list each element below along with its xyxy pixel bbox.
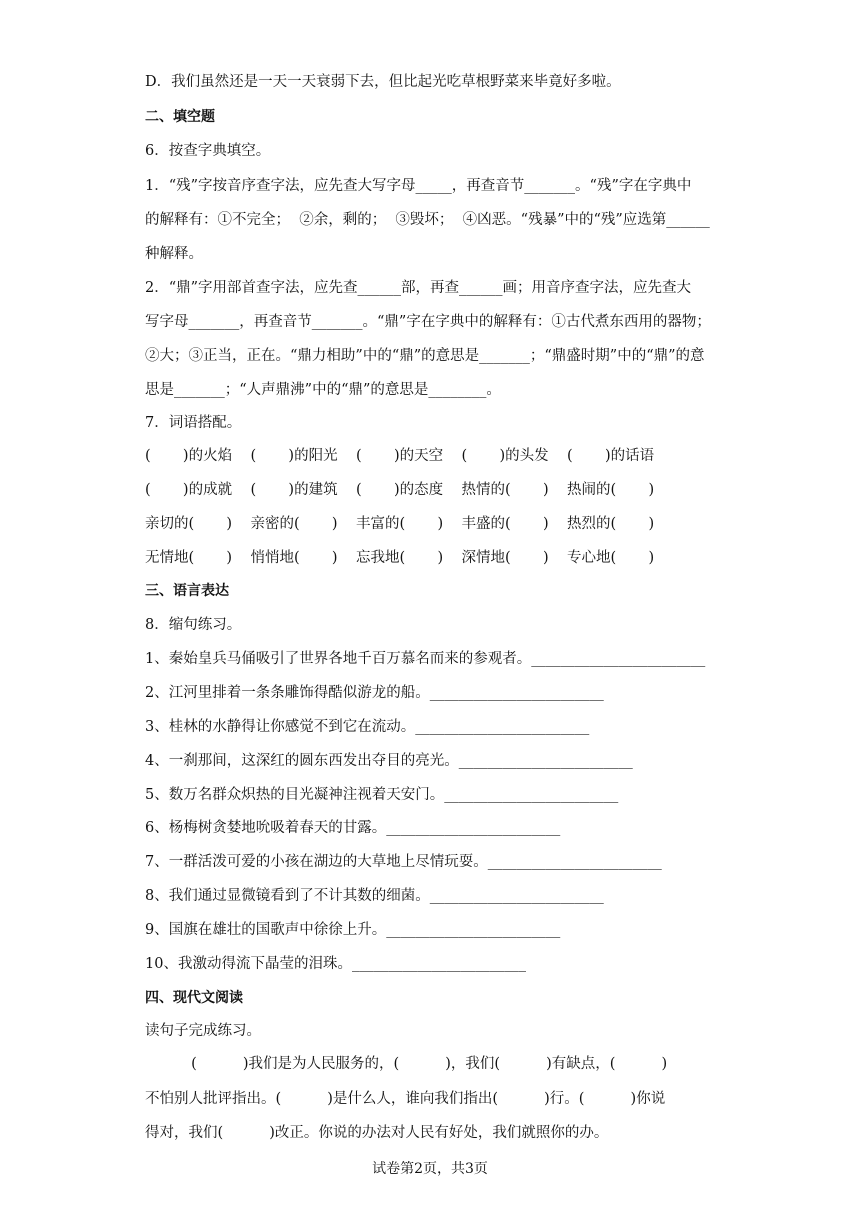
q7-row1: ( )的火焰 ( )的阳光 ( )的天空 ( )的头发 ( )的话语: [145, 448, 655, 464]
question-6: 6．按查字典填空。: [145, 143, 271, 159]
passage-line1: ( )我们是为人民服务的，( )，我们( )有缺点，( ): [145, 1056, 668, 1072]
passage-line2: 不怕别人批评指出。( )是什么人，谁向我们指出( )行。( )你说: [145, 1091, 666, 1107]
q6-2-line3: ②大；③正当，正在。“鼎力相助”中的“鼎”的意思是_______；“鼎盛时期”中的“鼎”的意: [145, 348, 705, 364]
q6-1-line3: 种解释。: [145, 246, 203, 262]
q6-2-line4: 思是_______；“人声鼎沸”中的“鼎”的意思是________。: [145, 382, 501, 398]
q8-item-1: 1、秦始皇兵马俑吸引了世界各地千百万慕名而来的参观者。________________________: [145, 651, 706, 667]
q8-item-5: 5、数万名群众炽热的目光凝神注视着天安门。________________________: [145, 787, 619, 803]
q8-item-4: 4、一刹那间，这深红的圆东西发出夺目的亮光。________________________: [145, 753, 633, 769]
question-7: 7．词语搭配。: [145, 415, 242, 431]
reading-instruction: 读句子完成练习。: [145, 1023, 261, 1039]
q8-item-2: 2、江河里排着一条条雕饰得酷似游龙的船。________________________: [145, 685, 604, 701]
q8-item-8: 8、我们通过显微镜看到了不计其数的细菌。________________________: [145, 888, 604, 904]
q6-1-line2: 的解释有：①不完全； ②余，剩的； ③毁坏； ④凶恶。“残暴”中的“残”应选第______: [145, 212, 710, 228]
q7-row3: 亲切的( ) 亲密的( ) 丰富的( ) 丰盛的( ) 热烈的( ): [145, 516, 655, 532]
q7-row4: 无情地( ) 悄悄地( ) 忘我地( ) 深情地( ) 专心地( ): [145, 550, 655, 566]
q8-item-9: 9、国旗在雄壮的国歌声中徐徐上升。________________________: [145, 922, 561, 938]
section-4-heading: 四、现代文阅读: [145, 990, 243, 1006]
q8-item-7: 7、一群活泼可爱的小孩在湖边的大草地上尽情玩耍。________________________: [145, 854, 662, 870]
question-8: 8．缩句练习。: [145, 617, 242, 633]
q8-item-3: 3、桂林的水静得让你感觉不到它在流动。________________________: [145, 719, 590, 735]
q6-2-line1: 2．“鼎”字用部首查字法，应先查______部，再查______画；用音序查字法，应先查大: [145, 280, 692, 296]
q8-item-6: 6、杨梅树贪婪地吮吸着春天的甘露。________________________: [145, 820, 561, 836]
q6-1-line1: 1．“残”字按音序查字法，应先查大写字母_____，再查音节_______。“残”字在字典中: [145, 178, 692, 194]
q8-item-10: 10、我激动得流下晶莹的泪珠。________________________: [145, 956, 526, 972]
option-d: D．我们虽然还是一天一天衰弱下去，但比起光吃草根野菜来毕竟好多啦。: [145, 74, 621, 90]
page-footer: 试卷第2页，共3页: [372, 1161, 488, 1177]
passage-line3: 得对，我们( )改正。你说的办法对人民有好处，我们就照你的办。: [145, 1125, 609, 1141]
section-2-heading: 二、填空题: [145, 109, 215, 125]
q7-row2: ( )的成就 ( )的建筑 ( )的态度 热情的( ) 热闹的( ): [145, 482, 655, 498]
q6-2-line2: 写字母_______，再查音节_______。“鼎”字在字典中的解释有：①古代煮东西用的器物；: [145, 314, 711, 330]
section-3-heading: 三、语言表达: [145, 583, 229, 599]
